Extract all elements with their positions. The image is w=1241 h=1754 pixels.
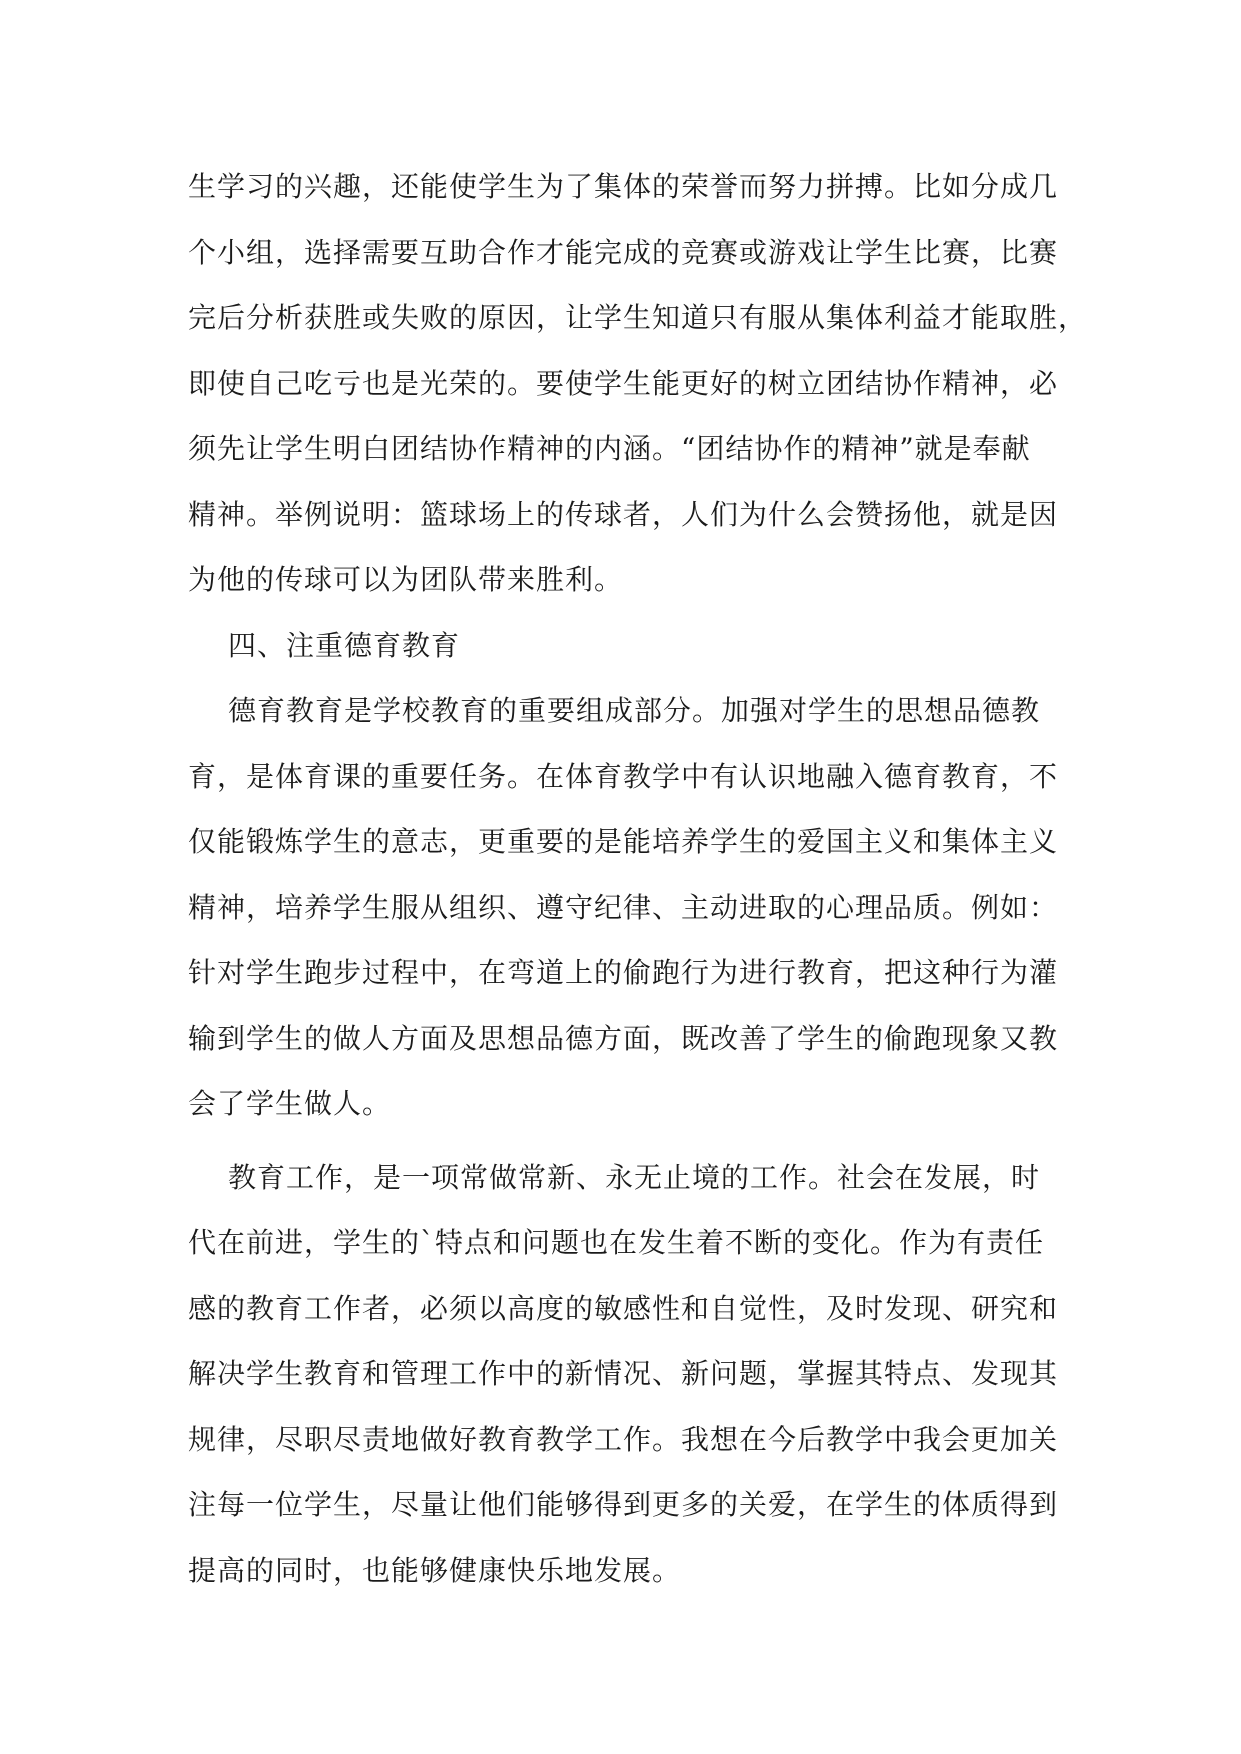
text-line: 育，是体育课的重要任务。在体育教学中有认识地融入德育教育，不 xyxy=(188,759,1059,793)
section-heading-text: 四、注重德育教育 xyxy=(228,628,461,662)
document-body xyxy=(188,154,1088,1603)
text-line: 精神，培养学生服从组织、遵守纪律、主动进取的心理品质。例如： xyxy=(188,890,1059,924)
paragraph-2 xyxy=(188,678,1088,1137)
text-line: 解决学生教育和管理工作中的新情况、新问题，掌握其特点、发现其 xyxy=(188,1357,1059,1390)
text-line: 精神。举例说明：篮球场上的传球者，人们为什么会赞扬他，就是因 xyxy=(188,497,1059,531)
text-line: 针对学生跑步过程中，在弯道上的偷跑行为进行教育，把这种行为灌 xyxy=(188,956,1059,989)
text-line: 教育工作，是一项常做常新、永无止境的工作。社会在发展，时 xyxy=(228,1160,1041,1194)
text-line: 注每一位学生，尽量让他们能够得到更多的关爱，在学生的体质得到 xyxy=(188,1488,1059,1521)
text-line: 生学习的兴趣，还能使学生为了集体的荣誉而努力拼搏。比如分成几 xyxy=(188,170,1059,203)
text-line: 即使自己吃亏也是光荣的。要使学生能更好的树立团结协作精神，必 xyxy=(188,366,1059,400)
text-line: 提高的同时，也能够健康快乐地发展。 xyxy=(188,1553,682,1587)
text-line: 须先让学生明白团结协作精神的内涵。“团结协作的精神”就是奉献 xyxy=(188,432,1031,465)
text-line: 完后分析获胜或失败的原因，让学生知道只有服从集体利益才能取胜， xyxy=(188,301,1088,334)
text-line: 仅能锻炼学生的意志，更重要的是能培养学生的爱国主义和集体主义 xyxy=(188,825,1059,858)
text-line: 德育教育是学校教育的重要组成部分。加强对学生的思想品德教 xyxy=(228,694,1041,727)
text-line: 规律，尽职尽责地做好教育教学工作。我想在今后教学中我会更加关 xyxy=(188,1422,1059,1456)
paragraph-3 xyxy=(188,1145,1088,1604)
section-heading xyxy=(188,613,1088,679)
text-line: 会了学生做人。 xyxy=(188,1087,392,1120)
paragraph-gap xyxy=(188,1137,1088,1145)
text-line: 代在前进，学生的`特点和问题也在发生着不断的变化。作为有责任 xyxy=(188,1226,1045,1259)
text-line: 个小组，选择需要互助合作才能完成的竞赛或游戏让学生比赛，比赛 xyxy=(188,235,1059,269)
text-line: 输到学生的做人方面及思想品德方面，既改善了学生的偷跑现象又教 xyxy=(188,1021,1059,1055)
paragraph-1 xyxy=(188,154,1088,613)
text-line: 为他的传球可以为团队带来胜利。 xyxy=(188,563,624,596)
text-line: 感的教育工作者，必须以高度的敏感性和自觉性，及时发现、研究和 xyxy=(188,1291,1059,1325)
